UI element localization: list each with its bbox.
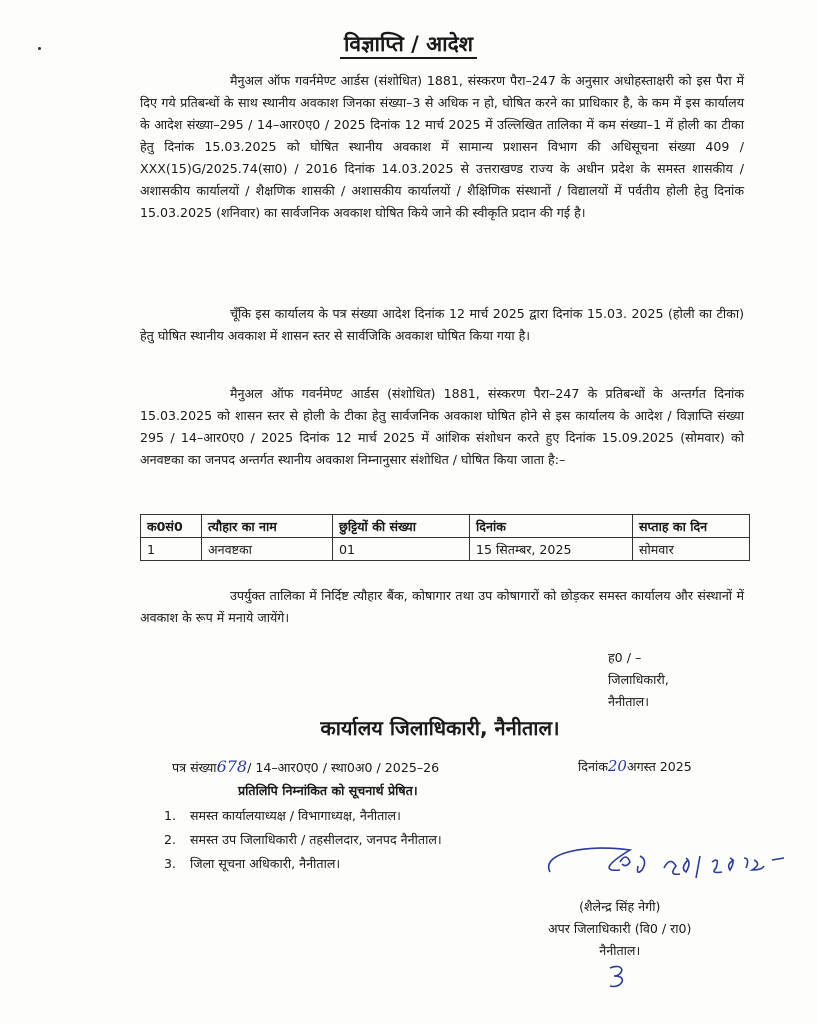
date-prefix: दिनांक	[578, 759, 608, 774]
cell-festival-name: अनवष्टका	[202, 538, 333, 561]
copy-list	[164, 804, 442, 876]
date-suffix: अगस्त 2025	[626, 759, 692, 774]
letter-reference	[172, 757, 439, 776]
document-title	[0, 30, 817, 58]
header-weekday: सप्ताह का दिन	[633, 515, 750, 538]
holiday-table	[140, 514, 750, 561]
list-item-text: समस्त कार्यालयाध्यक्ष / विभागाध्यक्ष, नैनीताल।	[190, 808, 401, 823]
cell-date: 15 सितम्बर, 2025	[470, 538, 633, 561]
signatory-place: नैनीताल।	[599, 943, 641, 958]
signatory-designation: जिलाधिकारी,	[608, 672, 669, 687]
handwritten-signature	[540, 842, 790, 898]
holiday-table-header-row	[141, 515, 750, 538]
signatory-designation: अपर जिलाधिकारी (वि0 / रा0)	[548, 921, 692, 936]
signature-block-dm	[608, 647, 669, 713]
paragraph-3: मैनुअल ऑफ गवर्नमेण्ट आर्डस (संशोधित) 1881, संस्करण पैरा–247 के प्रतिबन्धों के अन्तर्गत दिनांक 15.03.2025 को शासन स्तर से होली के टीका हेतु सार्वजनिक अवकाश घोषित होने से इस कार्यालय के आदेश / विज्ञाप्ति संख्या 295 / 14–आर0ए0 / 2025 दिनांक 12 मार्च 2025 में आंशिक संशोधन करते हुए दिनांक 15.09.2025 (सोमवार) को अनवष्टका का जनपद अन्तर्गत स्थानीय अवकाश निम्नानुसार संशोधित / घोषित किया जाता है:–	[140, 386, 744, 467]
document-title-text: विज्ञाप्ति / आदेश	[340, 32, 477, 59]
list-item-text: जिला सूचना अधिकारी, नैनीताल।	[190, 856, 341, 871]
list-item-number: 1.	[164, 808, 177, 823]
header-holiday-count: छुट्टियों की संख्या	[333, 515, 470, 538]
paragraph-2: चूँकि इस कार्यालय के पत्र संख्या आदेश दिनांक 12 मार्च 2025 द्वारा दिनांक 15.03. 2025 (होली का टीका) हेतु घोषित स्थानीय अवकाश में शासन स्तर से सार्वजिकि अवकाश घोषित किया गया है।	[140, 306, 744, 343]
letter-date	[578, 757, 692, 775]
signature-block-adm	[548, 896, 691, 962]
list-item-number: 3.	[164, 856, 177, 871]
handwritten-letter-number: 678	[216, 757, 248, 776]
header-serial: क0सं0	[141, 515, 202, 538]
office-title: कार्यालय जिलाधिकारी, नैनीताल।	[320, 716, 560, 740]
copy-heading: प्रतिलिपि निम्नांकित को सूचनार्थ प्रेषित।	[238, 783, 418, 798]
list-item	[164, 828, 442, 852]
signed-mark: ह0 / –	[608, 650, 642, 665]
reference-suffix: / 14–आर0ए0 / स्था0अ0 / 2025–26	[247, 760, 440, 775]
list-item	[164, 804, 442, 828]
list-item-number: 2.	[164, 832, 177, 847]
paragraph-4: उपर्युक्त तालिका में निर्दिष्ट त्यौहार बैंक, कोषागार तथा उप कोषागारों को छोड़कर समस्त कार्यालय और संस्थानों में अवकाश के रूप में मनाये जायेंगे।	[140, 588, 744, 625]
paragraph-1: मैनुअल ऑफ गवर्नमेण्ट आर्डस (संशोधित) 1881, संस्करण पैरा–247 के अनुसार अधोहस्ताक्षरी को इस पैरा में दिए गये प्रतिबन्धों के साथ स्थानीय अवकाश जिनका संख्या–3 से अधिक न हो, घोषित करने का प्राधिकार है, के कम में इस कार्यालय के आदेश संख्या–295 / 14–आर0ए0 / 2025 दिनांक 12 मार्च 2025 में उल्लिखित तालिका में कम संख्या–1 में होली का टीका हेतु दिनांक 15.03.2025 को घोषित स्थानीय अवकाश में सामान्य प्रशासन विभाग की अधिसूचना संख्या 409 / XXX(15)G/2025.74(सा0) / 2016 दिनांक 14.03.2025 से उत्तराखण्ड राज्य के अधीन प्रदेश के समस्त शासकीय / अशासकीय कार्यालयों / शैक्षणिक शासकी / अशासकीय कार्यालयों / शैक्षिणिक संस्थानों / विद्यालयों में पर्वतीय होली हेतु दिनांक 15.03.2025 (शनिवार) का सार्वजनिक अवकाश घोषित किये जाने की स्वीकृति प्रदान की गई है।	[140, 73, 744, 220]
reference-prefix: पत्र संख्या	[172, 760, 217, 775]
handwritten-day: 20	[607, 757, 627, 775]
list-item	[164, 852, 442, 876]
table-row	[141, 538, 750, 561]
cell-holiday-count: 01	[333, 538, 470, 561]
signatory-place: नैनीताल।	[608, 694, 649, 709]
list-item-text: समस्त उप जिलाधिकारी / तहसीलदार, जनपद नैनीताल।	[190, 832, 442, 847]
handwritten-initial	[604, 960, 634, 990]
header-festival-name: त्यौहार का नाम	[202, 515, 333, 538]
cell-weekday: सोमवार	[633, 538, 750, 561]
header-date: दिनांक	[470, 515, 633, 538]
signatory-name: (शैलेन्द्र सिंह नेगी)	[579, 899, 661, 914]
cell-serial: 1	[141, 538, 202, 561]
